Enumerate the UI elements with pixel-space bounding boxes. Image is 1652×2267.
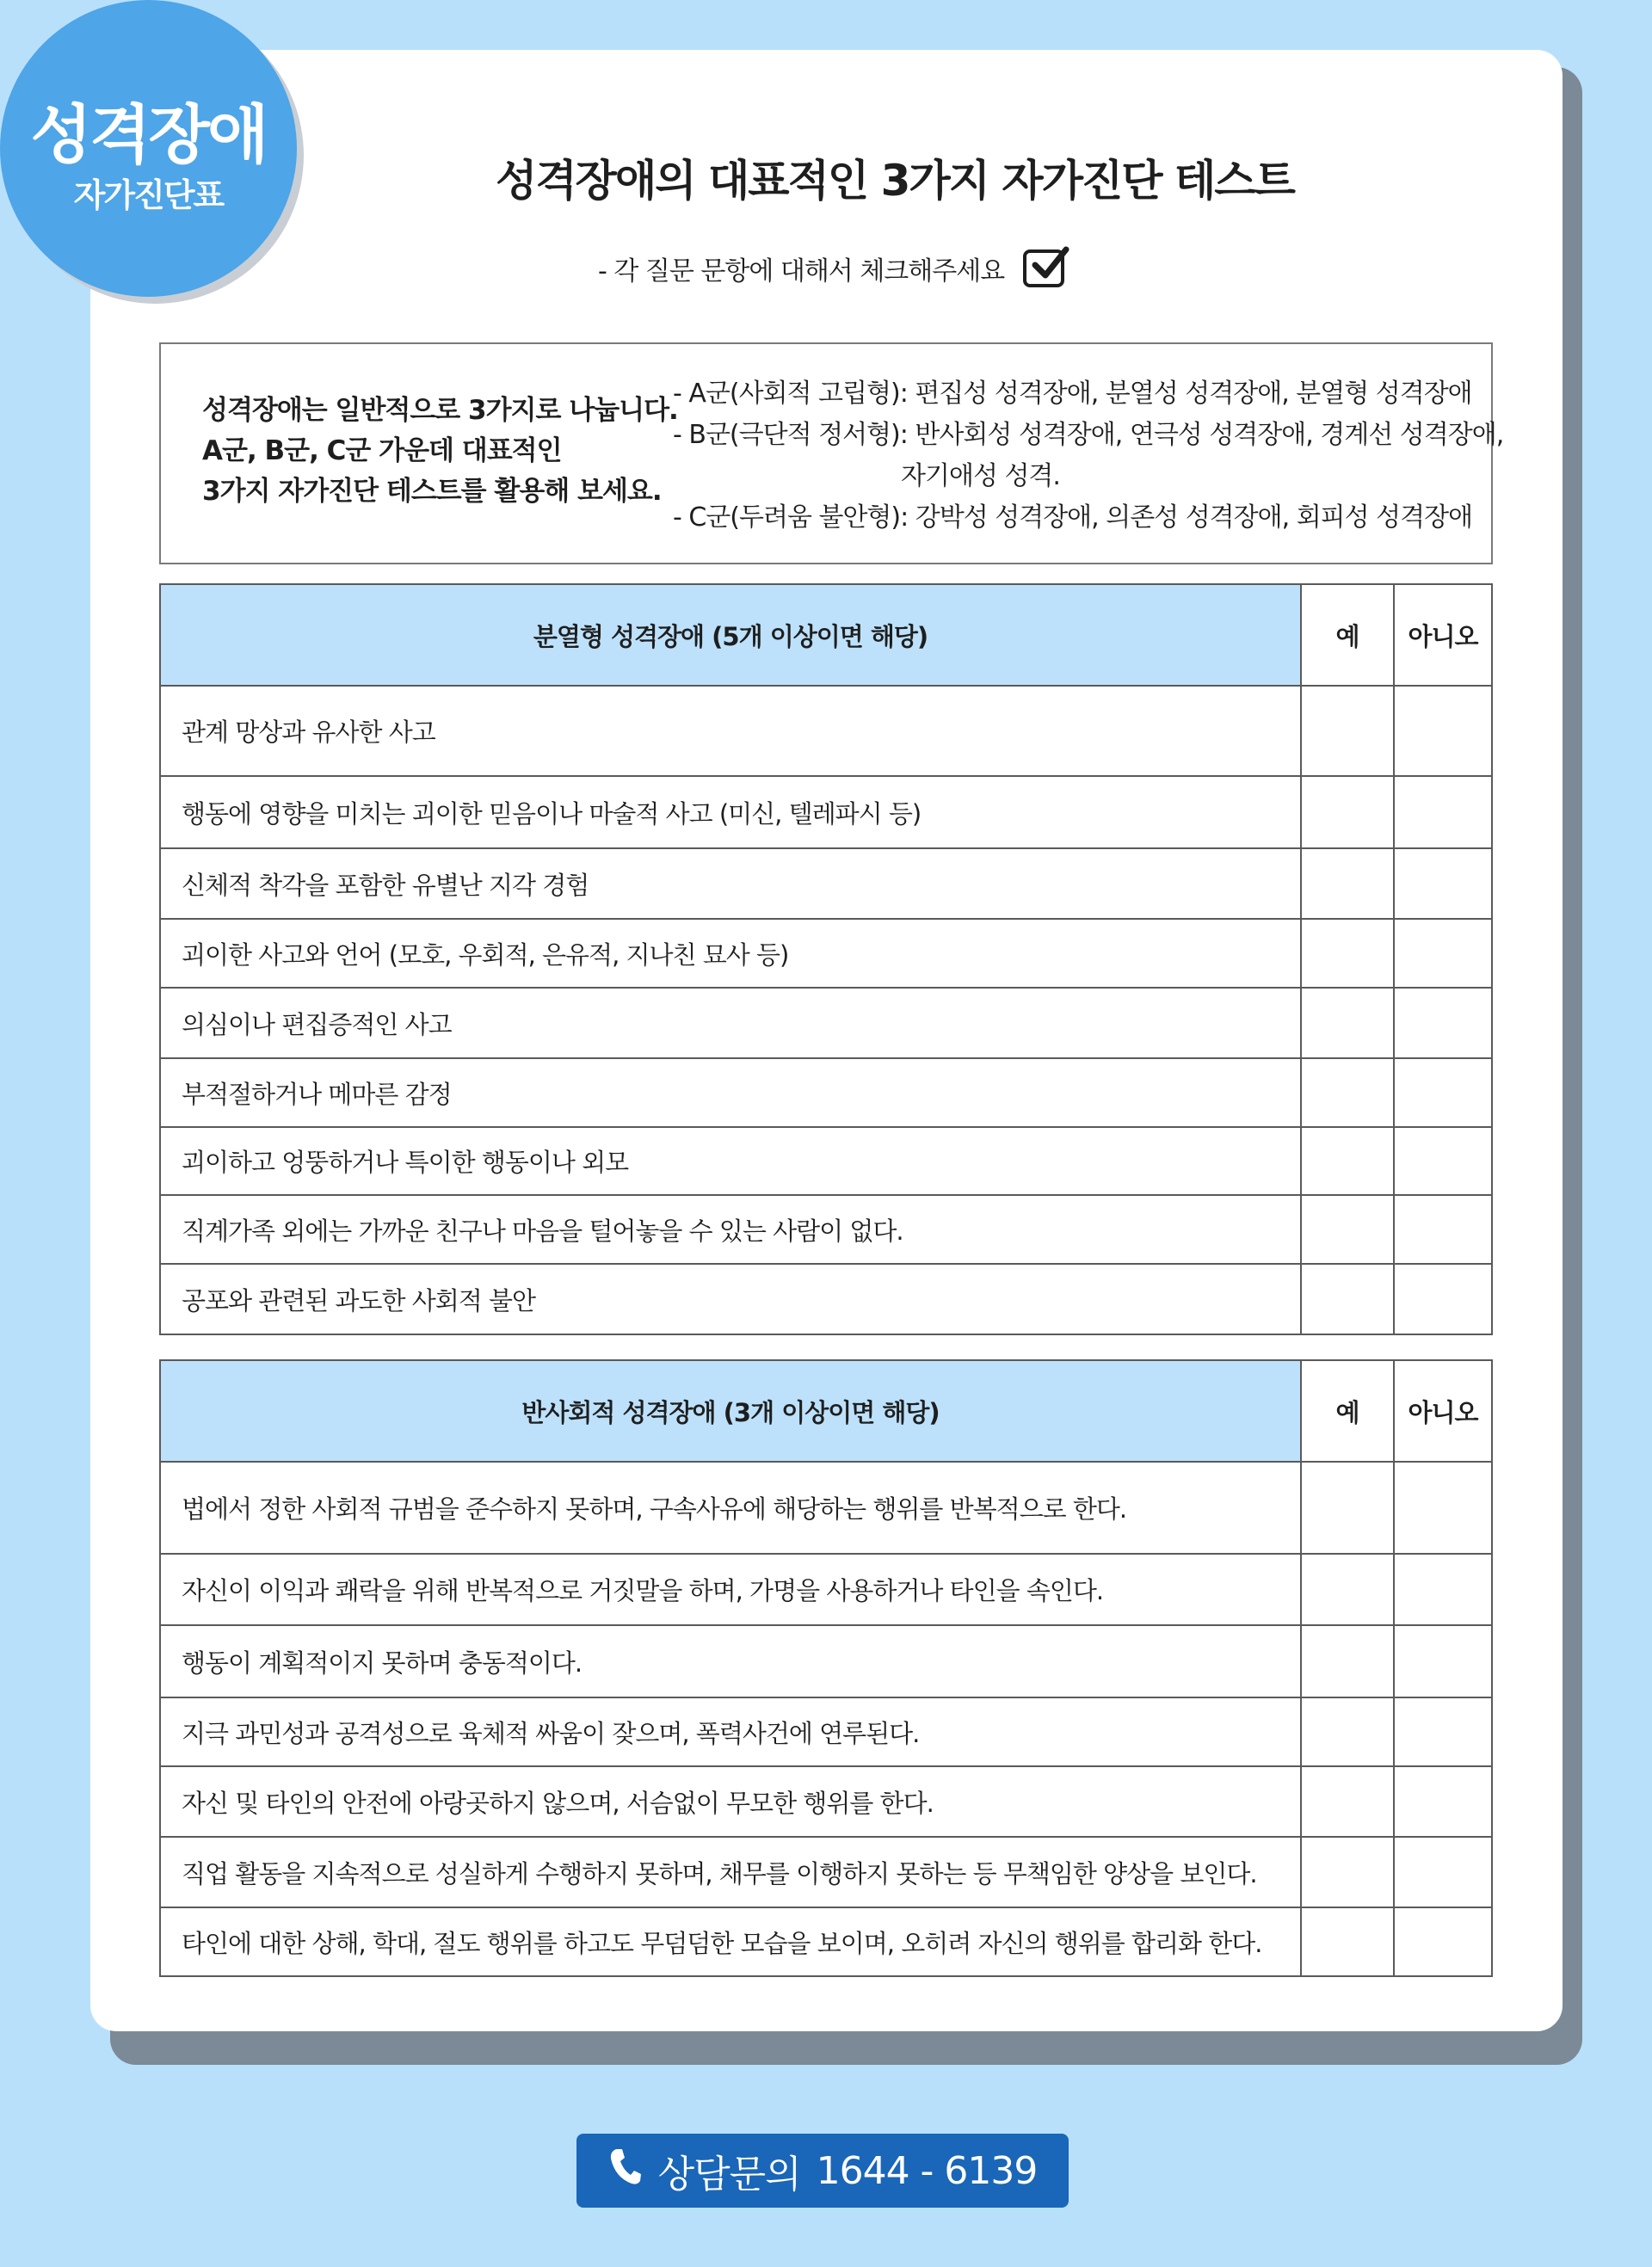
table-row [160, 1907, 1492, 1976]
yes-checkbox[interactable] [1301, 1195, 1394, 1264]
antisocial-checklist [159, 1359, 1493, 1977]
question-text: 법에서 정한 사회적 규범을 준수하지 못하며, 구속사유에 해당하는 행위를 반복적으로 한다. [160, 1462, 1301, 1554]
instruction-text: - 각 질문 문항에 대해서 체크해주세요 [598, 256, 1005, 286]
no-checkbox[interactable] [1394, 1697, 1492, 1766]
table-header-row [160, 584, 1492, 686]
yes-checkbox[interactable] [1301, 988, 1394, 1058]
question-text: 행동이 계획적이지 못하며 충동적이다. [160, 1625, 1301, 1697]
no-checkbox[interactable] [1394, 1462, 1492, 1554]
yes-checkbox[interactable] [1301, 1462, 1394, 1554]
yes-checkbox[interactable] [1301, 1697, 1394, 1766]
question-text: 괴이한 사고와 언어 (모호, 우회적, 은유적, 지나친 묘사 등) [160, 919, 1301, 988]
no-checkbox[interactable] [1394, 1127, 1492, 1195]
yes-checkbox[interactable] [1301, 848, 1394, 919]
phone-icon [608, 2147, 643, 2196]
yes-checkbox[interactable] [1301, 686, 1394, 776]
question-text: 타인에 대한 상해, 학대, 절도 행위를 하고도 무덤덤한 모습을 보이며, 오히려 자신의 행위를 합리화 한다. [160, 1907, 1301, 1976]
question-text: 자신 및 타인의 안전에 아랑곳하지 않으며, 서슴없이 무모한 행위를 한다. [160, 1766, 1301, 1837]
question-text: 괴이하고 엉뚱하거나 특이한 행동이나 외모 [160, 1127, 1301, 1195]
yes-checkbox[interactable] [1301, 776, 1394, 848]
cluster-a: - A군(사회적 고립형): 편집성 성격장애, 분열성 성격장애, 분열형 성격장애 [673, 379, 1472, 409]
question-text: 신체적 착각을 포함한 유별난 지각 경험 [160, 848, 1301, 919]
cluster-b: - B군(극단적 정서형): 반사회성 성격장애, 연극성 성격장애, 경계선 성격장애, [673, 420, 1504, 450]
yes-header: 예 [1301, 584, 1394, 686]
yes-checkbox[interactable] [1301, 1907, 1394, 1976]
no-checkbox[interactable] [1394, 1264, 1492, 1334]
table-row [160, 686, 1492, 776]
table-row [160, 1058, 1492, 1127]
yes-checkbox[interactable] [1301, 1554, 1394, 1625]
table-row [160, 848, 1492, 919]
badge-title: 성격장애 [30, 98, 267, 172]
no-checkbox[interactable] [1394, 1554, 1492, 1625]
yes-checkbox[interactable] [1301, 1264, 1394, 1334]
table-row [160, 1766, 1492, 1837]
no-checkbox[interactable] [1394, 988, 1492, 1058]
table-row [160, 1264, 1492, 1334]
question-text: 부적절하거나 메마른 감정 [160, 1058, 1301, 1127]
table-row [160, 1195, 1492, 1264]
table-row [160, 1837, 1492, 1907]
question-text: 직계가족 외에는 가까운 친구나 마음을 털어놓을 수 있는 사람이 없다. [160, 1195, 1301, 1264]
page-title: 성격장애의 대표적인 3가지 자가진단 테스트 [496, 156, 1294, 206]
cluster-list [673, 373, 1504, 539]
table-header: 분열형 성격장애 (5개 이상이면 해당) [160, 584, 1301, 686]
no-checkbox[interactable] [1394, 1195, 1492, 1264]
yes-checkbox[interactable] [1301, 1058, 1394, 1127]
question-text: 행동에 영향을 미치는 괴이한 믿음이나 마술적 사고 (미신, 텔레파시 등) [160, 776, 1301, 848]
cluster-b-continued: 자기애성 성격. [901, 461, 1060, 491]
yes-checkbox[interactable] [1301, 1766, 1394, 1837]
question-text: 의심이나 편집증적인 사고 [160, 988, 1301, 1058]
question-text: 공포와 관련된 과도한 사회적 불안 [160, 1264, 1301, 1334]
no-checkbox[interactable] [1394, 1625, 1492, 1697]
no-header: 아니오 [1394, 584, 1492, 686]
contact-phone: 1644 - 6139 [816, 2148, 1038, 2193]
intro-summary [202, 391, 678, 512]
intro-summary-line: 성격장애는 일반적으로 3가지로 나눕니다. [202, 395, 678, 426]
no-checkbox[interactable] [1394, 919, 1492, 988]
yes-checkbox[interactable] [1301, 1625, 1394, 1697]
badge-subtitle: 자가진단표 [73, 176, 224, 214]
instruction [598, 249, 1064, 287]
table-row [160, 1127, 1492, 1195]
table-header: 반사회적 성격장애 (3개 이상이면 해당) [160, 1360, 1301, 1462]
table-row [160, 919, 1492, 988]
yes-header: 예 [1301, 1360, 1394, 1462]
question-text: 지극 과민성과 공격성으로 육체적 싸움이 잦으며, 폭력사건에 연루된다. [160, 1697, 1301, 1766]
no-checkbox[interactable] [1394, 1766, 1492, 1837]
no-checkbox[interactable] [1394, 1837, 1492, 1907]
schizotypal-checklist [159, 583, 1493, 1335]
yes-checkbox[interactable] [1301, 1127, 1394, 1195]
table-header-row [160, 1360, 1492, 1462]
table-row [160, 1625, 1492, 1697]
yes-checkbox[interactable] [1301, 919, 1394, 988]
intro-box [159, 342, 1504, 564]
no-checkbox[interactable] [1394, 776, 1492, 848]
table-row [160, 988, 1492, 1058]
no-checkbox[interactable] [1394, 1907, 1492, 1976]
contact-button[interactable] [576, 2134, 1069, 2208]
question-text: 직업 활동을 지속적으로 성실하게 수행하지 못하며, 채무를 이행하지 못하는 등 무책임한 양상을 보인다. [160, 1837, 1301, 1907]
intro-summary-line: A군, B군, C군 가운데 대표적인 [202, 435, 562, 466]
intro-summary-line: 3가지 자가진단 테스트를 활용해 보세요. [202, 476, 662, 507]
checkbox-icon [1023, 249, 1064, 287]
cluster-c: - C군(두려움 불안형): 강박성 성격장애, 의존성 성격장애, 회피성 성격장애 [673, 502, 1473, 533]
table-row [160, 776, 1492, 848]
contact-label: 상담문의 [657, 2153, 801, 2196]
table-row [160, 1697, 1492, 1766]
no-checkbox[interactable] [1394, 1058, 1492, 1127]
no-checkbox[interactable] [1394, 686, 1492, 776]
question-text: 자신이 이익과 쾌락을 위해 반복적으로 거짓말을 하며, 가명을 사용하거나 타인을 속인다. [160, 1554, 1301, 1625]
question-text: 관계 망상과 유사한 사고 [160, 686, 1301, 776]
table-row [160, 1462, 1492, 1554]
table-row [160, 1554, 1492, 1625]
no-checkbox[interactable] [1394, 848, 1492, 919]
no-header: 아니오 [1394, 1360, 1492, 1462]
yes-checkbox[interactable] [1301, 1837, 1394, 1907]
